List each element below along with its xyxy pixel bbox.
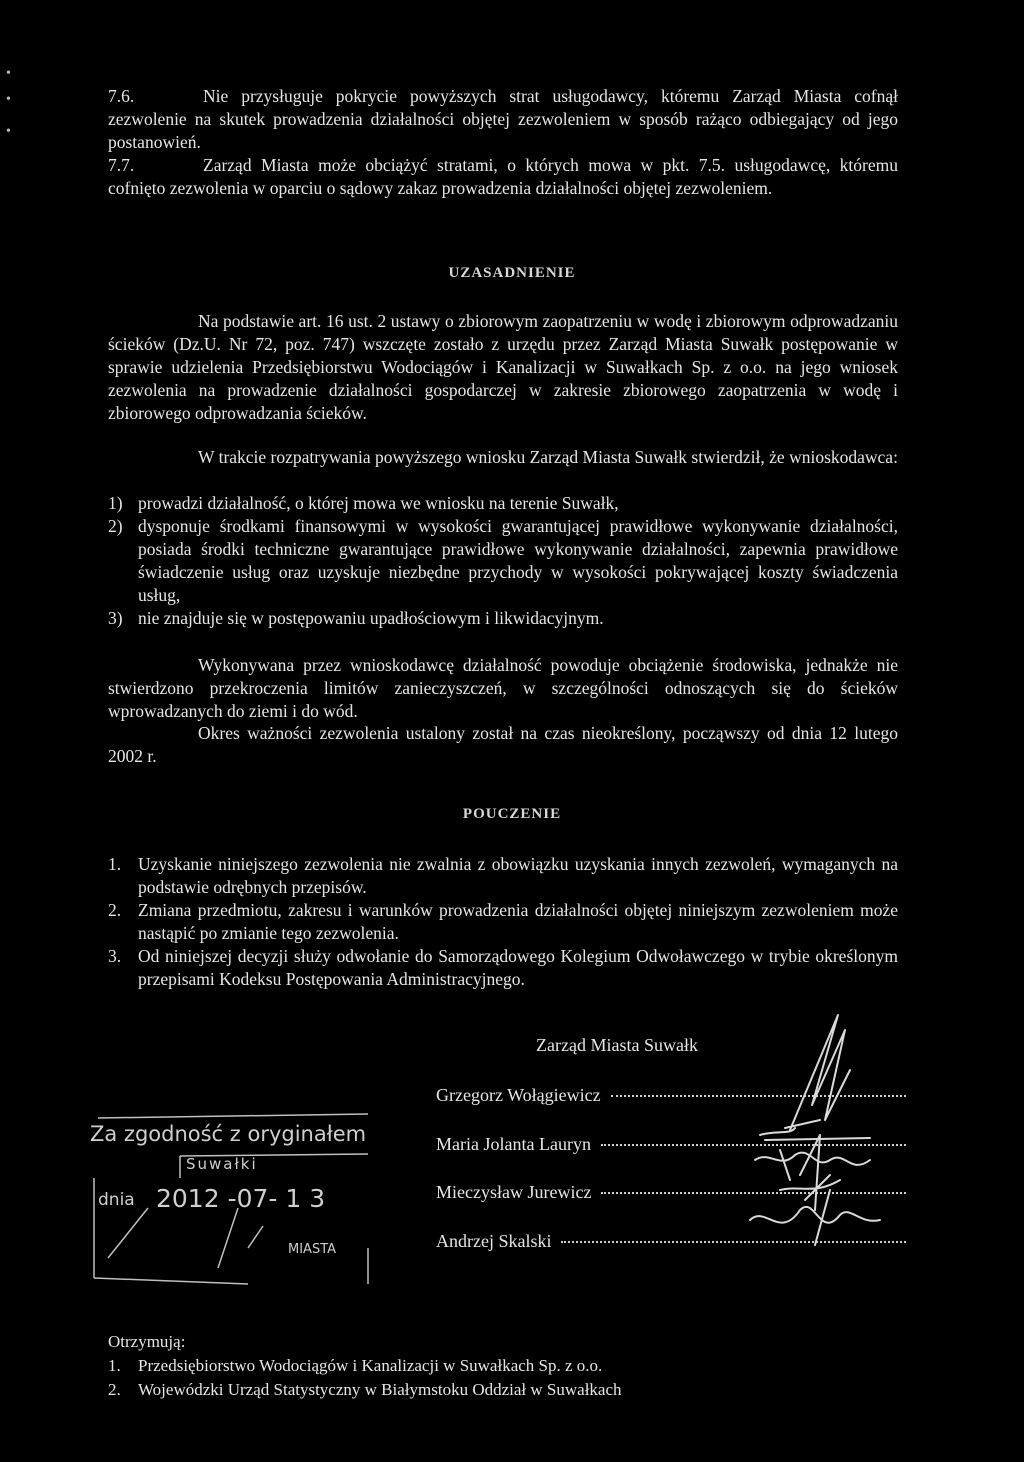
signatory-name: Maria Jolanta Lauryn <box>436 1134 591 1154</box>
list-item <box>108 945 898 991</box>
handwritten-signatures <box>720 1010 920 1260</box>
list-item-number: 1) <box>108 493 123 513</box>
signature-stroke <box>755 1150 870 1180</box>
list-item-text: dysponuje środkami finansowymi w wysokości gwarantującej prawidłowe wykonywanie działalności, posiada środki techniczne gwarantujące prawidłowe wykonywanie działalności, zapewnia prawidłowe świadczenie usług oraz uzyskuje niezbędne przychody w wysokości pokrywającej koszty świadczenia usług, <box>138 516 898 605</box>
list-item <box>108 515 898 607</box>
uzasadnienie-paragraph-1: Na podstawie art. 16 ust. 2 ustawy o zbiorowym zaopatrzeniu w wodę i zbiorowym odprowadzaniu ścieków (Dz.U. Nr 72, poz. 747) wszczęte zostało z urzędu przez Zarząd Miasta Suwałk postępowanie w sprawie udzielenia Przedsiębiorstwu Wodociągów i Kanalizacji w Suwałkach Sp. z o.o. na jego wniosek zezwolenia na prowadzenie działalności gospodarczej w zakresie zbiorowego zaopatrzenia w wodę i zbiorowego odprowadzania ścieków. <box>108 311 898 423</box>
list-item <box>108 492 898 515</box>
paragraph-text: Nie przysługuje pokrycie powyższych strat usługodawcy, któremu Zarząd Miasta cofnął zezwolenie na skutek prowadzenia działalności objętej zezwoleniem w sposób rażąco odbiegający od jego postanowień. <box>108 86 898 152</box>
stamp-line-2: Suwałki <box>186 1155 258 1173</box>
certification-stamp <box>88 1108 373 1288</box>
stamp-line-3: MIASTA <box>288 1242 337 1257</box>
list-item-text: Od niniejszej decyzji służy odwołanie do Samorządowego Kolegium Odwoławczego w trybie określonym przepisami Kodeksu Postępowania Administracyjnego. <box>138 946 898 989</box>
list-item-text: Uzyskanie niniejszego zezwolenia nie zwalnia z obowiązku uzyskania innych zezwoleń, wymaganych na podstawie odrębnych przepisów. <box>138 854 898 897</box>
conditions-list <box>108 492 898 630</box>
list-item-number: 3. <box>108 946 122 966</box>
paragraph-number: 7.6. <box>108 86 135 106</box>
list-item-number: 3) <box>108 608 123 628</box>
list-item-text: nie znajduje się w postępowaniu upadłościowym i likwidacyjnym. <box>138 608 604 628</box>
list-item-text: prowadzi działalność, o której mowa we wniosku na terenie Suwałk, <box>138 493 619 513</box>
list-item-text: Zmiana przedmiotu, zakresu i warunków prowadzenia działalności objętej niniejszym zezwoleniem może nastąpić po zmianie tego zezwolenia. <box>138 900 898 943</box>
list-item <box>108 1378 908 1402</box>
list-item <box>108 853 898 899</box>
pouczenie-list <box>108 853 898 991</box>
signature-stroke <box>780 1135 840 1210</box>
uzasadnienie-paragraph-3: Wykonywana przez wnioskodawcę działalność powoduje obciążenie środowiska, jednakże nie stwierdzono przekroczenia limitów zanieczyszczeń, w szczególności odnoszących się do ścieków wprowadzanych do ziemi i do wód. <box>108 655 898 721</box>
paragraph-text: Zarząd Miasta może obciążyć stratami, o których mowa w pkt. 7.5. usługodawcę, któremu cofnięto zezwolenia w oparciu o sądowy zakaz prowadzenia działalności objętej zezwoleniem. <box>108 155 898 198</box>
recipients-heading: Otrzymują: <box>108 1332 186 1351</box>
stamp-line-1: Za zgodność z oryginałem <box>90 1122 367 1146</box>
list-item <box>108 607 898 630</box>
list-item-number: 1. <box>108 854 122 874</box>
stamp-date: 2012 -07- 1 3 <box>156 1184 326 1213</box>
board-name: Zarząd Miasta Suwałk <box>536 1035 698 1055</box>
margin-mark: • <box>6 66 11 81</box>
paragraph-number: 7.7. <box>108 155 135 175</box>
list-item <box>108 899 898 945</box>
list-item-text: Przedsiębiorstwo Wodociągów i Kanalizacji w Suwałkach Sp. z o.o. <box>138 1356 603 1375</box>
paragraph-7-6 <box>108 85 898 154</box>
margin-mark: • <box>6 124 11 139</box>
list-item-text: Wojewódzki Urząd Statystyczny w Białymstoku Oddział w Suwałkach <box>138 1380 622 1399</box>
recipients <box>108 1330 908 1402</box>
margin-mark: • <box>6 92 11 107</box>
signature-stroke <box>785 1015 850 1130</box>
uzasadnienie-paragraph-4: Okres ważności zezwolenia ustalony został na czas nieokreślony, począwszy od dnia 12 lutego 2002 r. <box>108 723 898 766</box>
list-item <box>108 1354 908 1378</box>
list-item-number: 2. <box>108 900 122 920</box>
signatory-name: Grzegorz Wołągiewicz <box>436 1085 601 1105</box>
signature-stroke <box>760 1128 870 1140</box>
heading-pouczenie: POUCZENIE <box>462 806 562 822</box>
uzasadnienie-paragraph-2: W trakcie rozpatrywania powyższego wniosku Zarząd Miasta Suwałk stwierdził, że wnioskodawca: <box>198 447 898 467</box>
list-item-number: 1. <box>108 1356 121 1375</box>
list-item-number: 2. <box>108 1380 121 1399</box>
list-item-number: 2) <box>108 516 123 536</box>
heading-uzasadnienie: UZASADNIENIE <box>448 265 576 281</box>
paragraph-7-7 <box>108 154 898 200</box>
stamp-date-prefix: dnia <box>98 1190 135 1210</box>
signatory-name: Mieczysław Jurewicz <box>436 1182 592 1202</box>
signatory-name: Andrzej Skalski <box>436 1231 552 1251</box>
